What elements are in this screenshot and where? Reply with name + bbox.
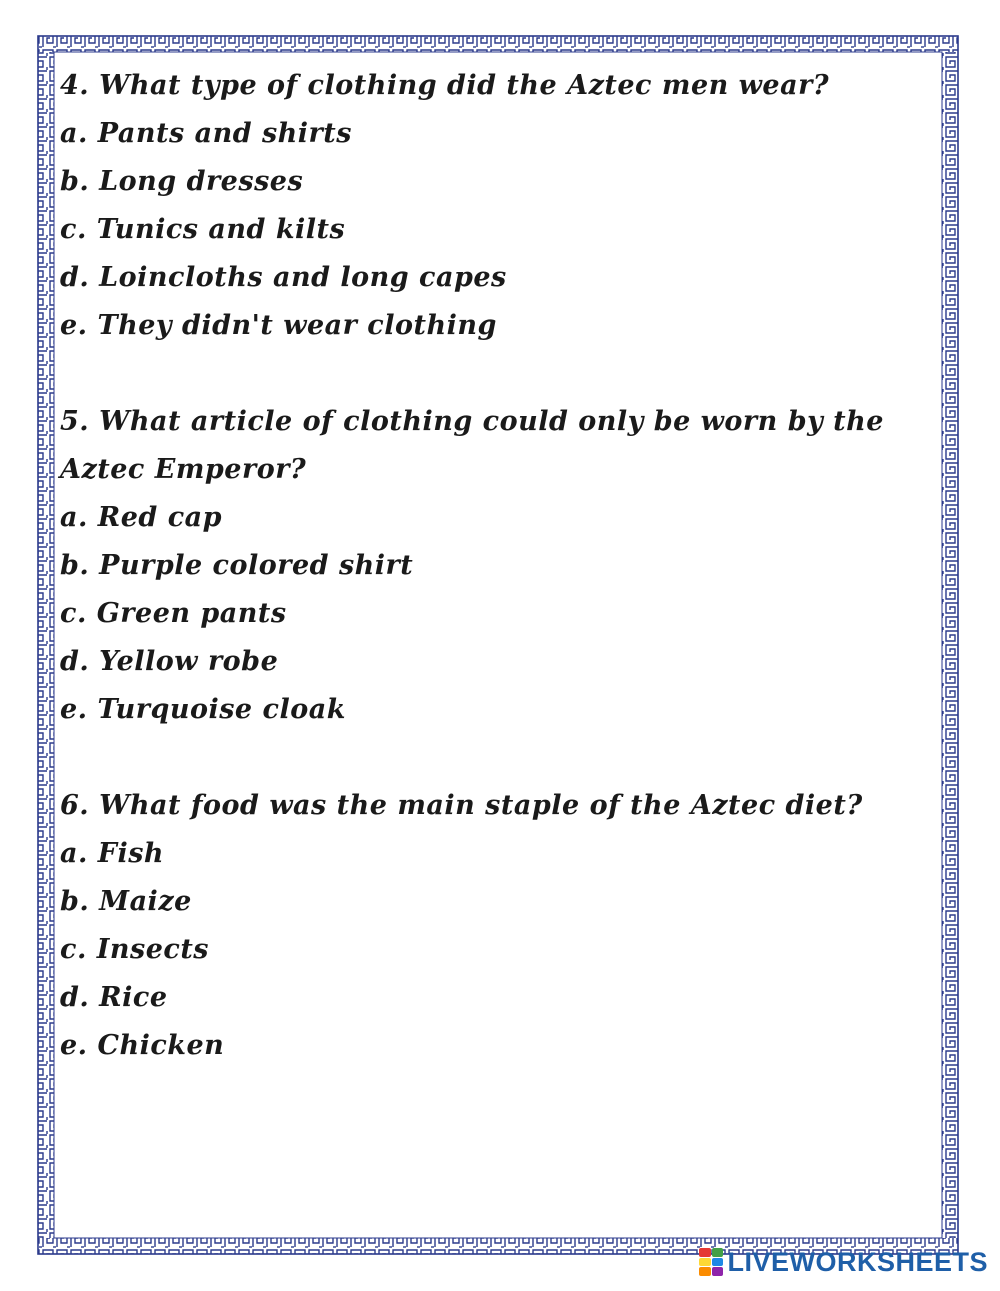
question-block-5 — [60, 398, 930, 734]
answer-option[interactable]: c. Green pants — [60, 598, 287, 629]
liveworksheets-brand-text: LIVEWORKSHEETS — [727, 1246, 988, 1277]
answer-option[interactable]: d. Loincloths and long capes — [60, 262, 507, 293]
answer-option[interactable]: b. Purple colored shirt — [60, 550, 414, 581]
answer-option[interactable]: a. Pants and shirts — [60, 118, 352, 149]
question-text: 4. What type of clothing did the Aztec men wear? — [60, 70, 830, 101]
answer-option[interactable]: b. Long dresses — [60, 166, 304, 197]
answer-option[interactable]: a. Fish — [60, 838, 165, 869]
worksheet-content — [60, 62, 930, 1070]
answer-option[interactable]: d. Rice — [60, 982, 168, 1013]
question-block-4 — [60, 62, 930, 350]
answer-option[interactable]: c. Insects — [60, 934, 209, 965]
liveworksheets-logo[interactable] — [699, 1247, 988, 1277]
answer-option[interactable]: e. Turquoise cloak — [60, 694, 346, 725]
question-text: 6. What food was the main staple of the Aztec diet? — [60, 790, 863, 821]
liveworksheets-logo-icon — [699, 1248, 723, 1276]
answer-option[interactable]: e. They didn't wear clothing — [60, 310, 497, 341]
answer-option[interactable]: c. Tunics and kilts — [60, 214, 346, 245]
answer-option[interactable]: b. Maize — [60, 886, 192, 917]
answer-option[interactable]: d. Yellow robe — [60, 646, 279, 677]
question-text: 5. What article of clothing could only be worn by the Aztec Emperor? — [60, 406, 884, 485]
answer-option[interactable]: e. Chicken — [60, 1030, 225, 1061]
answer-option[interactable]: a. Red cap — [60, 502, 223, 533]
question-block-6 — [60, 782, 930, 1070]
